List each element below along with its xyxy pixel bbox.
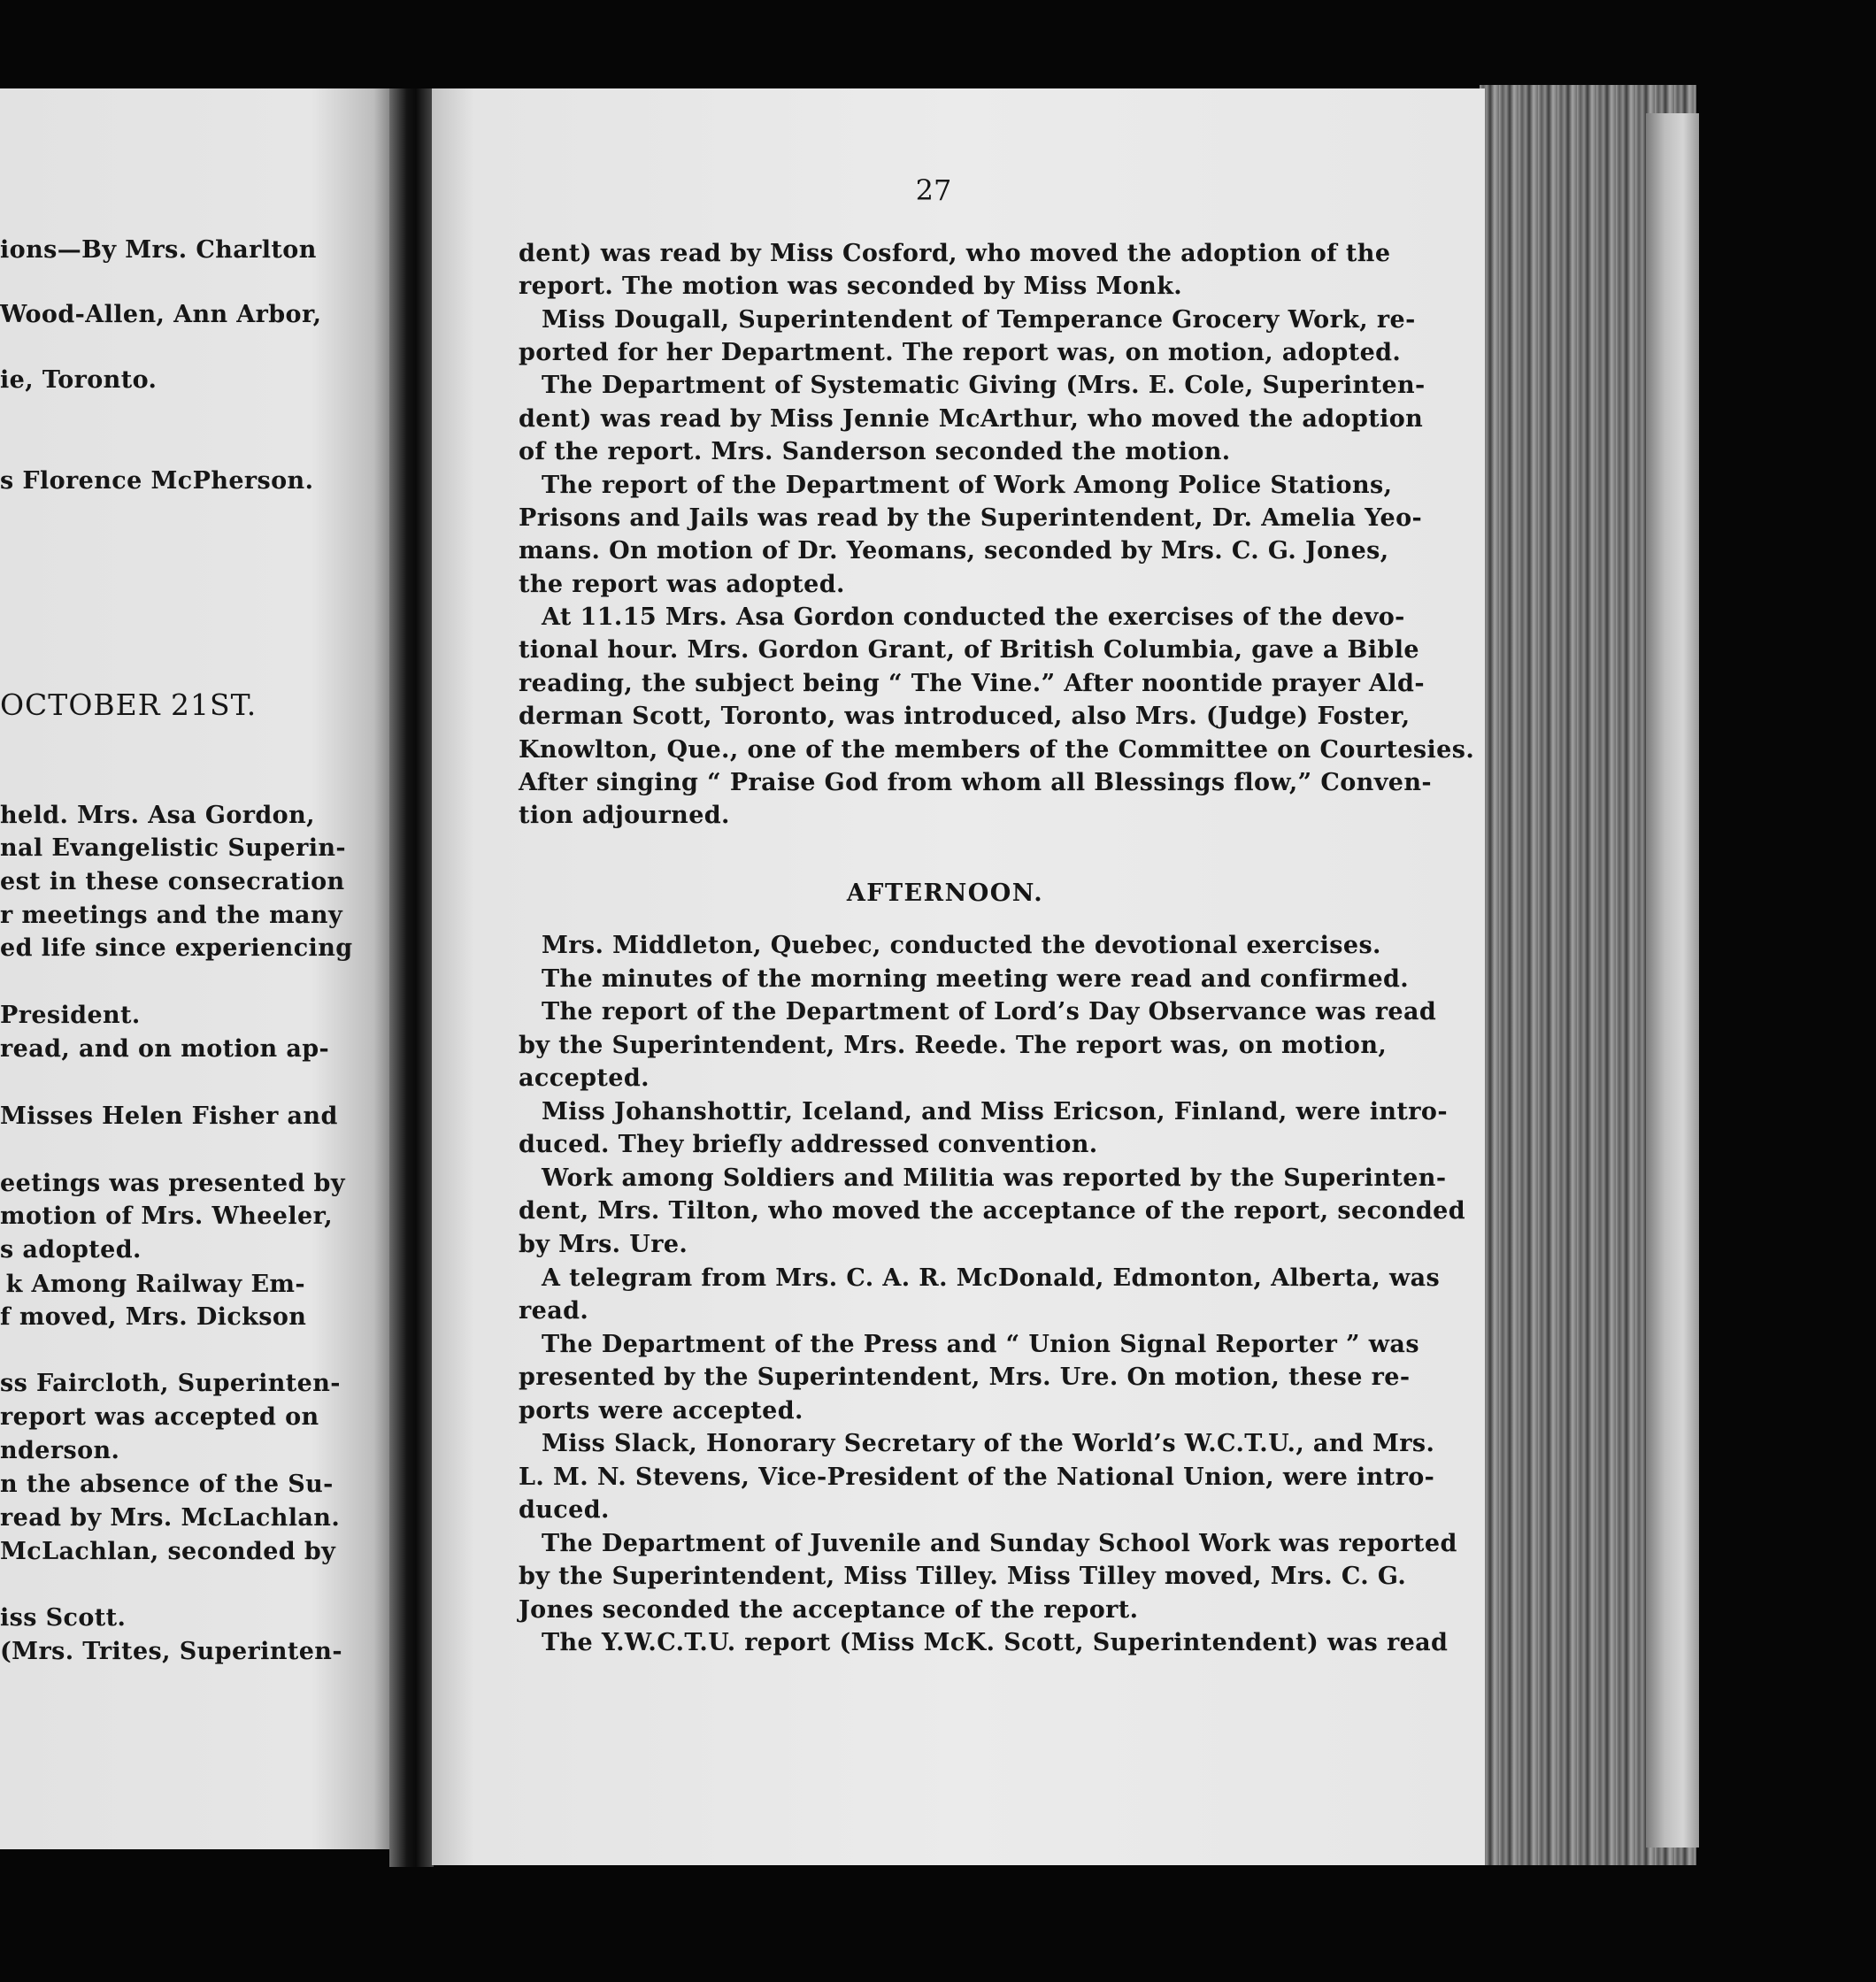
text-line: After singing “ Praise God from whom all Blessings flow,” Conven-	[519, 769, 1433, 796]
text-line: ports were accepted.	[519, 1397, 803, 1425]
text-line: of the report. Mrs. Sanderson seconded the motion.	[519, 438, 1231, 465]
text-line: dent, Mrs. Tilton, who moved the acceptance of the report, seconded	[519, 1197, 1466, 1225]
left-line: motion of Mrs. Wheeler,	[0, 1202, 334, 1230]
left-line: President.	[0, 1002, 141, 1029]
left-line: read, and on motion ap-	[0, 1035, 330, 1063]
left-line: s Florence McPherson.	[0, 467, 314, 495]
text-line: The report of the Department of Lord’s Day Observance was read	[542, 998, 1437, 1026]
left-line: (Mrs. Trites, Superinten-	[0, 1638, 342, 1665]
text-line: derman Scott, Toronto, was introduced, also Mrs. (Judge) Foster,	[519, 703, 1411, 730]
text-line: the report was adopted.	[519, 571, 845, 598]
text-line: Miss Dougall, Superintendent of Temperance Grocery Work, re-	[542, 306, 1416, 334]
text-line: mans. On motion of Dr. Yeomans, seconded by Mrs. C. G. Jones,	[519, 537, 1389, 565]
text-line: report. The motion was seconded by Miss Monk.	[519, 273, 1183, 300]
left-line: ions—By Mrs. Charlton	[0, 236, 317, 264]
left-line: r meetings and the many	[0, 902, 343, 929]
left-line: Misses Helen Fisher and	[0, 1102, 338, 1130]
page-number: 27	[915, 173, 952, 207]
text-line: A telegram from Mrs. C. A. R. McDonald, Edmonton, Alberta, was	[542, 1264, 1441, 1292]
text-line: Mrs. Middleton, Quebec, conducted the devotional exercises.	[542, 932, 1381, 959]
left-line: est in these consecration	[0, 868, 345, 895]
left-line: ed life since experiencing	[0, 934, 353, 962]
text-line: dent) was read by Miss Jennie McArthur, who moved the adoption	[519, 405, 1424, 433]
text-line: reading, the subject being “ The Vine.” After noontide prayer Ald-	[519, 670, 1425, 697]
left-line: nderson.	[0, 1437, 120, 1464]
text-line: dent) was read by Miss Cosford, who moved the adoption of the	[519, 240, 1391, 267]
left-line: report was accepted on	[0, 1403, 319, 1431]
left-line: McLachlan, seconded by	[0, 1538, 336, 1565]
left-line: s adopted.	[0, 1236, 142, 1264]
text-line: duced.	[519, 1496, 610, 1524]
text-line: ported for her Department. The report was, on motion, adopted.	[519, 339, 1402, 366]
text-line: by the Superintendent, Mrs. Reede. The report was, on motion,	[519, 1032, 1388, 1059]
text-line: Miss Johanshottir, Iceland, and Miss Ericson, Finland, were intro-	[542, 1098, 1448, 1125]
left-line: nal Evangelistic Superin-	[0, 834, 347, 862]
text-line: Miss Slack, Honorary Secretary of the World’s W.C.T.U., and Mrs.	[542, 1430, 1435, 1457]
book-cover-edge	[1646, 113, 1699, 1848]
text-line: tional hour. Mrs. Gordon Grant, of British Columbia, gave a Bible	[519, 636, 1419, 664]
text-line: duced. They briefly addressed convention.	[519, 1131, 1098, 1158]
text-line: Knowlton, Que., one of the members of the Committee on Courtesies.	[519, 736, 1475, 764]
left-line: f moved, Mrs. Dickson	[0, 1303, 307, 1331]
text-line: Work among Soldiers and Militia was reported by the Superinten-	[542, 1164, 1447, 1192]
text-line: L. M. N. Stevens, Vice-President of the National Union, were intro-	[519, 1463, 1435, 1491]
text-line: by Mrs. Ure.	[519, 1231, 688, 1258]
left-line: Wood-Allen, Ann Arbor,	[0, 301, 322, 328]
text-line: The Department of the Press and “ Union Signal Reporter ” was	[542, 1331, 1419, 1358]
text-line: presented by the Superintendent, Mrs. Ure. On motion, these re-	[519, 1364, 1411, 1391]
text-line: by the Superintendent, Miss Tilley. Miss Tilley moved, Mrs. C. G.	[519, 1563, 1407, 1590]
text-line: tion adjourned.	[519, 802, 730, 829]
left-line: read by Mrs. McLachlan.	[0, 1504, 341, 1532]
text-line: The Department of Juvenile and Sunday School Work was reported	[542, 1530, 1457, 1557]
book-gutter	[389, 88, 434, 1867]
left-line: ss Faircloth, Superinten-	[0, 1370, 341, 1397]
left-line: held. Mrs. Asa Gordon,	[0, 802, 315, 829]
left-line: ie, Toronto.	[0, 366, 158, 394]
text-line: The minutes of the morning meeting were read and confirmed.	[542, 965, 1410, 993]
left-page-heading: OCTOBER 21ST.	[0, 688, 258, 722]
text-line: accepted.	[519, 1064, 650, 1092]
text-line: Jones seconded the acceptance of the report.	[519, 1596, 1139, 1624]
text-line: The report of the Department of Work Among Police Stations,	[542, 472, 1393, 499]
left-line: iss Scott.	[0, 1604, 127, 1632]
left-line: n the absence of the Su-	[0, 1471, 334, 1498]
left-line: eetings was presented by	[0, 1170, 345, 1197]
left-page	[0, 88, 389, 1849]
text-line: Prisons and Jails was read by the Superintendent, Dr. Amelia Yeo-	[519, 504, 1423, 532]
text-line: At 11.15 Mrs. Asa Gordon conducted the exercises of the devo-	[542, 603, 1405, 631]
text-line: read.	[519, 1297, 589, 1325]
left-line: k Among Railway Em-	[5, 1271, 305, 1298]
text-line: The Department of Systematic Giving (Mrs. E. Cole, Superinten-	[542, 372, 1426, 399]
text-line: The Y.W.C.T.U. report (Miss McK. Scott, Superintendent) was read	[542, 1629, 1449, 1656]
section-heading: AFTERNOON.	[846, 880, 1044, 907]
